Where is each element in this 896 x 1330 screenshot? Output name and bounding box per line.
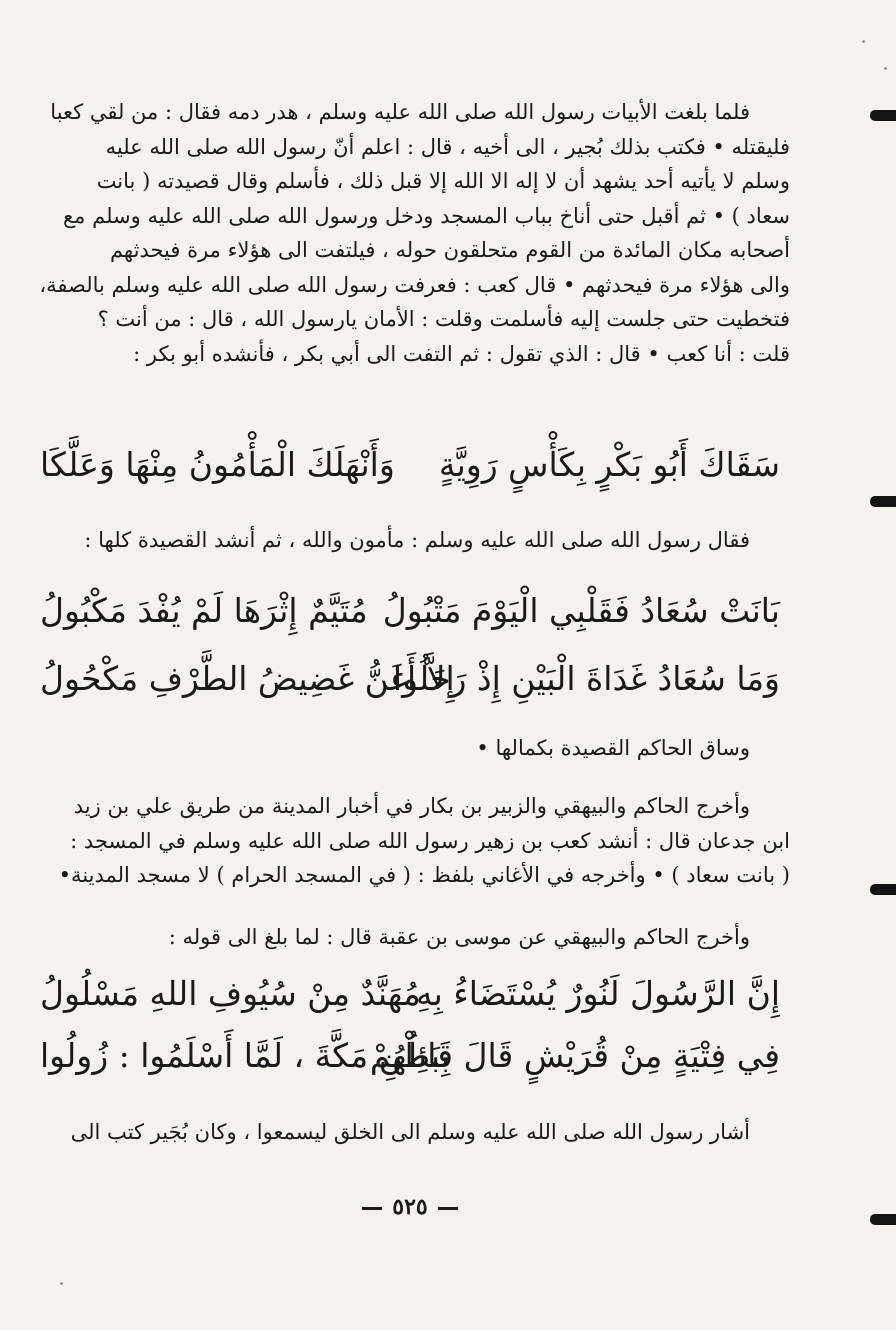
prose-paragraph-3 (38, 731, 790, 766)
prose-line: وسلم لا يأتيه أحد يشهد أن لا إله الا الله إلا قبل ذلك ، فأسلم وقال قصيدته ( بانت (96, 169, 790, 193)
page-number-dash (362, 1207, 382, 1210)
scan-edge-mark (870, 884, 896, 895)
poem-verse-1 (30, 434, 800, 496)
prose-line: ابن جدعان قال : أنشد كعب بن زهير رسول الله صلى الله عليه وسلم في المسجد : (70, 828, 790, 853)
scan-edge-mark (870, 496, 896, 507)
prose-line: وساق الحاكم القصيدة بكمالها • (476, 736, 750, 760)
poem-verse-2 (30, 580, 800, 642)
prose-line: أصحابه مكان المائدة من القوم متحلقون حوله ، فيلتفت الى هؤلاء مرة فيحدثهم (109, 238, 790, 262)
prose-line: والى هؤلاء مرة فيحدثهم • قال كعب : فعرفت رسول الله صلى الله عليه وسلم بالصفة، (39, 272, 790, 297)
verse-first-hemistich: وَمَا سُعَادُ غَدَاةَ الْبَيْنِ إِذْ رَحَلُوا (392, 659, 780, 698)
scan-speck (884, 67, 887, 70)
verse-first-hemistich: فِي فِتْيَةٍ مِنْ قُرَيْشٍ قَالَ قَائِلُهُمْ (369, 1036, 780, 1075)
prose-line: أشار رسول الله صلى الله عليه وسلم الى الخلق ليسمعوا ، وكان بُجَير كتب الى (70, 1120, 750, 1144)
verse-second-hemistich: مُهَنَّدٌ مِنْ سُيُوفِ اللهِ مَسْلُولُ (40, 974, 421, 1013)
verse-second-hemistich: بِبَطْنِ مَكَّةَ ، لَمَّا أَسْلَمُوا : زُولُوا (40, 1036, 451, 1075)
prose-paragraph-4 (38, 789, 790, 893)
prose-line: فلما بلغت الأبيات رسول الله صلى الله عليه وسلم ، هدر دمه فقال : من لقي كعبا (50, 100, 750, 124)
prose-line: وأخرج الحاكم والبيهقي والزبير بن بكار في أخبار المدينة من طريق علي بن زيد (73, 794, 750, 818)
prose-line: فتخطيت حتى جلست إليه فأسلمت وقلت : الأمان يارسول الله ، قال : من أنت ؟ (97, 307, 790, 331)
page-number-dash (438, 1207, 458, 1210)
poem-verse-4 (30, 963, 800, 1025)
prose-paragraph-6 (38, 1115, 790, 1150)
verse-first-hemistich: بَانَتْ سُعَادُ فَقَلْبِي الْيَوْمَ مَتْبُولُ (382, 591, 780, 630)
page-number-value: ٥٢٥ (392, 1194, 428, 1220)
page-number (0, 1194, 820, 1220)
scan-edge-mark (870, 110, 896, 121)
verse-first-hemistich: إِنَّ الرَّسُولَ لَنُورٌ يُسْتَضَاءُ بِهِ (415, 974, 780, 1013)
prose-paragraph-1 (38, 95, 790, 371)
verse-second-hemistich: وَأَنْهَلَكَ الْمَأْمُونُ مِنْهَا وَعَلَّكَا (40, 445, 395, 484)
prose-paragraph-5 (38, 920, 790, 955)
prose-line: قلت : أنا كعب • قال : الذي تقول : ثم التفت الى أبي بكر ، فأنشده أبو بكر : (133, 341, 790, 366)
prose-line: فليقتله • فكتب بذلك بُجير ، الى أخيه ، قال : اعلم أنّ رسول الله صلى الله عليه (105, 134, 790, 159)
prose-line: ( بانت سعاد ) • وأخرجه في الأغاني بلفظ : ( في المسجد الحرام ) لا مسجد المدينة• (58, 863, 790, 887)
poem-verse-3 (30, 648, 800, 710)
prose-line: سعاد ) • ثم أقبل حتى أناخ بباب المسجد ودخل ورسول الله صلى الله عليه وسلم مع (63, 203, 790, 228)
scan-edge-mark (870, 1214, 896, 1225)
prose-paragraph-2 (38, 523, 790, 558)
verse-second-hemistich: مُتَيَّمٌ إِثْرَهَا لَمْ يُفْدَ مَكْبُولُ (40, 591, 368, 630)
prose-line: وأخرج الحاكم والبيهقي عن موسى بن عقبة قال : لما بلغ الى قوله : (168, 925, 750, 949)
prose-line: فقال رسول الله صلى الله عليه وسلم : مأمون والله ، ثم أنشد القصيدة كلها : (84, 528, 750, 552)
scan-speck (60, 1282, 63, 1285)
poem-verse-5 (30, 1025, 800, 1087)
verse-second-hemistich: إِلاَّ أَغَنُّ غَضِيضُ الطَّرْفِ مَكْحُولُ (40, 659, 455, 698)
scan-speck (862, 40, 865, 43)
verse-first-hemistich: سَقَاكَ أَبُو بَكْرٍ بِكَأْسٍ رَوِيَّةٍ (438, 445, 780, 484)
